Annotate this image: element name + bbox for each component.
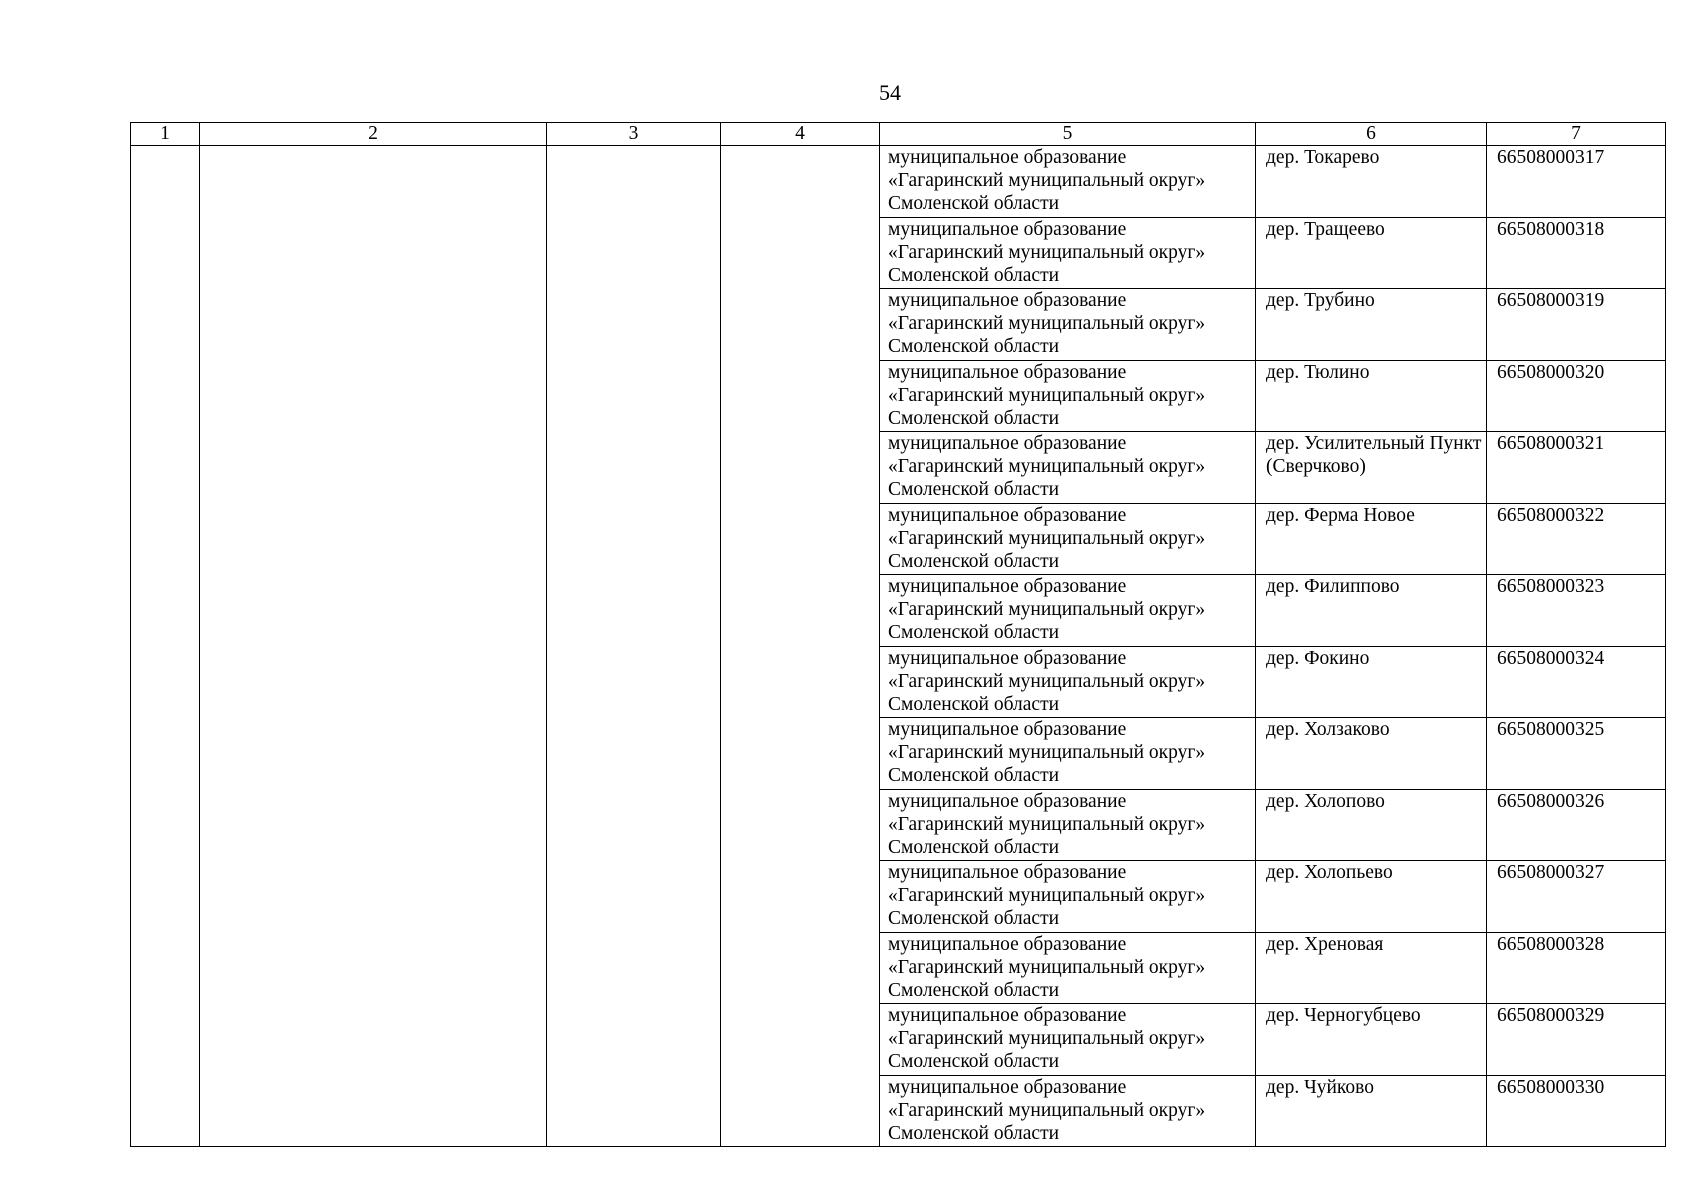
municipality-line: Смоленской области [888, 979, 1060, 1001]
municipality-cell [880, 861, 1256, 933]
municipality-line: «Гагаринский муниципальный округ» [888, 1028, 1206, 1050]
code-cell [1487, 217, 1666, 289]
municipality-line: Смоленской области [888, 550, 1060, 572]
column-header-3: 3 [547, 123, 721, 146]
settlement-cell [1256, 1075, 1487, 1147]
settlement-name: дер. Тюлино [1266, 361, 1370, 383]
oktmo-code: 66508000325 [1497, 719, 1605, 740]
municipality-line: «Гагаринский муниципальный округ» [888, 1099, 1206, 1121]
municipality-cell [880, 575, 1256, 647]
settlement-name: дер. Холопово [1266, 790, 1385, 812]
municipality-line: муниципальное образование [888, 218, 1127, 240]
settlement-cell [1256, 360, 1487, 432]
column-header-5: 5 [880, 123, 1256, 146]
municipality-line: Смоленской области [888, 407, 1060, 429]
municipality-line: «Гагаринский муниципальный округ» [888, 456, 1206, 478]
column-header-7: 7 [1487, 123, 1666, 146]
settlement-cell [1256, 789, 1487, 861]
municipality-line: муниципальное образование [888, 862, 1127, 883]
municipality-line: Смоленской области [888, 836, 1060, 858]
oktmo-code: 66508000328 [1497, 933, 1605, 955]
municipality-cell [880, 718, 1256, 790]
page-number: 54 [879, 80, 901, 105]
municipality-line: «Гагаринский муниципальный округ» [888, 813, 1206, 835]
municipality-cell [880, 932, 1256, 1004]
municipality-line: «Гагаринский муниципальный округ» [888, 170, 1206, 192]
settlement-name: дер. Ферма Новое [1266, 504, 1415, 526]
oktmo-code: 66508000320 [1497, 361, 1605, 383]
code-cell [1487, 789, 1666, 861]
municipality-line: муниципальное образование [888, 1076, 1127, 1098]
municipality-cell [880, 289, 1256, 361]
settlement-name: дер. Холопьево [1266, 862, 1393, 883]
oktmo-code: 66508000318 [1497, 218, 1605, 240]
municipality-line: муниципальное образование [888, 576, 1127, 597]
municipality-line: муниципальное образование [888, 1005, 1127, 1026]
code-cell [1487, 146, 1666, 218]
settlement-name: дер. Усилительный Пункт (Сверчково) [1266, 433, 1482, 478]
table-row [131, 146, 1666, 218]
municipality-cell [880, 789, 1256, 861]
oktmo-code: 66508000322 [1497, 504, 1605, 526]
oktmo-code: 66508000317 [1497, 147, 1605, 168]
municipality-line: «Гагаринский муниципальный округ» [888, 241, 1206, 263]
municipality-line: «Гагаринский муниципальный округ» [888, 384, 1206, 406]
municipality-line: Смоленской области [888, 336, 1060, 358]
settlement-cell [1256, 289, 1487, 361]
settlement-cell [1256, 861, 1487, 933]
settlement-name: дер. Хреновая [1266, 933, 1384, 955]
municipality-line: Смоленской области [888, 908, 1060, 930]
empty-cell-col1 [131, 146, 200, 1147]
header-row [131, 123, 1666, 146]
settlement-cell [1256, 146, 1487, 218]
municipality-line: муниципальное образование [888, 647, 1127, 669]
settlement-name: дер. Филиппово [1266, 576, 1400, 597]
empty-cell-col3 [547, 146, 721, 1147]
municipality-line: Смоленской области [888, 765, 1060, 787]
municipality-cell [880, 432, 1256, 504]
column-header-4: 4 [721, 123, 880, 146]
municipality-cell [880, 146, 1256, 218]
municipality-line: Смоленской области [888, 693, 1060, 715]
municipality-line: «Гагаринский муниципальный округ» [888, 670, 1206, 692]
oktmo-code: 66508000330 [1497, 1076, 1605, 1098]
settlement-cell [1256, 932, 1487, 1004]
oktmo-code: 66508000324 [1497, 647, 1605, 669]
column-header-1: 1 [131, 123, 200, 146]
settlement-name: дер. Токарево [1266, 147, 1380, 168]
code-cell [1487, 718, 1666, 790]
code-cell [1487, 1004, 1666, 1076]
code-cell [1487, 861, 1666, 933]
oktmo-code: 66508000323 [1497, 576, 1605, 597]
code-cell [1487, 432, 1666, 504]
municipality-line: «Гагаринский муниципальный округ» [888, 742, 1206, 764]
municipality-line: Смоленской области [888, 264, 1060, 286]
code-cell [1487, 289, 1666, 361]
municipality-line: «Гагаринский муниципальный округ» [888, 313, 1206, 335]
empty-cell-col2 [200, 146, 547, 1147]
municipality-line: Смоленской области [888, 1051, 1060, 1073]
settlement-cell [1256, 646, 1487, 718]
municipality-line: Смоленской области [888, 1122, 1060, 1144]
code-cell [1487, 503, 1666, 575]
municipality-line: муниципальное образование [888, 290, 1127, 311]
municipality-cell [880, 217, 1256, 289]
settlement-name: дер. Холзаково [1266, 719, 1390, 740]
municipality-line: «Гагаринский муниципальный округ» [888, 956, 1206, 978]
oktmo-code: 66508000319 [1497, 290, 1605, 311]
table-body [131, 146, 1666, 1147]
settlement-cell [1256, 217, 1487, 289]
settlements-table [130, 122, 1666, 1147]
municipality-line: муниципальное образование [888, 719, 1127, 740]
settlement-cell [1256, 1004, 1487, 1076]
code-cell [1487, 932, 1666, 1004]
settlement-cell [1256, 432, 1487, 504]
settlement-name: дер. Трубино [1266, 290, 1375, 311]
empty-cell-col4 [721, 146, 880, 1147]
settlement-name: дер. Фокино [1266, 647, 1370, 669]
municipality-cell [880, 503, 1256, 575]
column-header-6: 6 [1256, 123, 1487, 146]
oktmo-code: 66508000321 [1497, 433, 1605, 454]
municipality-cell [880, 360, 1256, 432]
municipality-line: Смоленской области [888, 193, 1060, 215]
municipality-cell [880, 646, 1256, 718]
settlement-cell [1256, 575, 1487, 647]
settlement-name: дер. Тращеево [1266, 218, 1385, 240]
municipality-line: Смоленской области [888, 622, 1060, 644]
municipality-line: муниципальное образование [888, 361, 1127, 383]
municipality-line: муниципальное образование [888, 504, 1127, 526]
municipality-line: «Гагаринский муниципальный округ» [888, 885, 1206, 907]
municipality-line: «Гагаринский муниципальный округ» [888, 599, 1206, 621]
settlement-cell [1256, 503, 1487, 575]
code-cell [1487, 575, 1666, 647]
municipality-line: муниципальное образование [888, 433, 1127, 454]
municipality-line: муниципальное образование [888, 147, 1127, 168]
column-header-2: 2 [200, 123, 547, 146]
settlement-name: дер. Черногубцево [1266, 1005, 1421, 1026]
oktmo-code: 66508000329 [1497, 1005, 1605, 1026]
oktmo-code: 66508000326 [1497, 790, 1605, 812]
municipality-line: «Гагаринский муниципальный округ» [888, 527, 1206, 549]
municipality-line: муниципальное образование [888, 790, 1127, 812]
code-cell [1487, 360, 1666, 432]
settlement-name: дер. Чуйково [1266, 1076, 1374, 1098]
municipality-line: муниципальное образование [888, 933, 1127, 955]
municipality-line: Смоленской области [888, 479, 1060, 501]
code-cell [1487, 646, 1666, 718]
municipality-cell [880, 1075, 1256, 1147]
code-cell [1487, 1075, 1666, 1147]
oktmo-code: 66508000327 [1497, 862, 1605, 883]
municipality-cell [880, 1004, 1256, 1076]
settlement-cell [1256, 718, 1487, 790]
